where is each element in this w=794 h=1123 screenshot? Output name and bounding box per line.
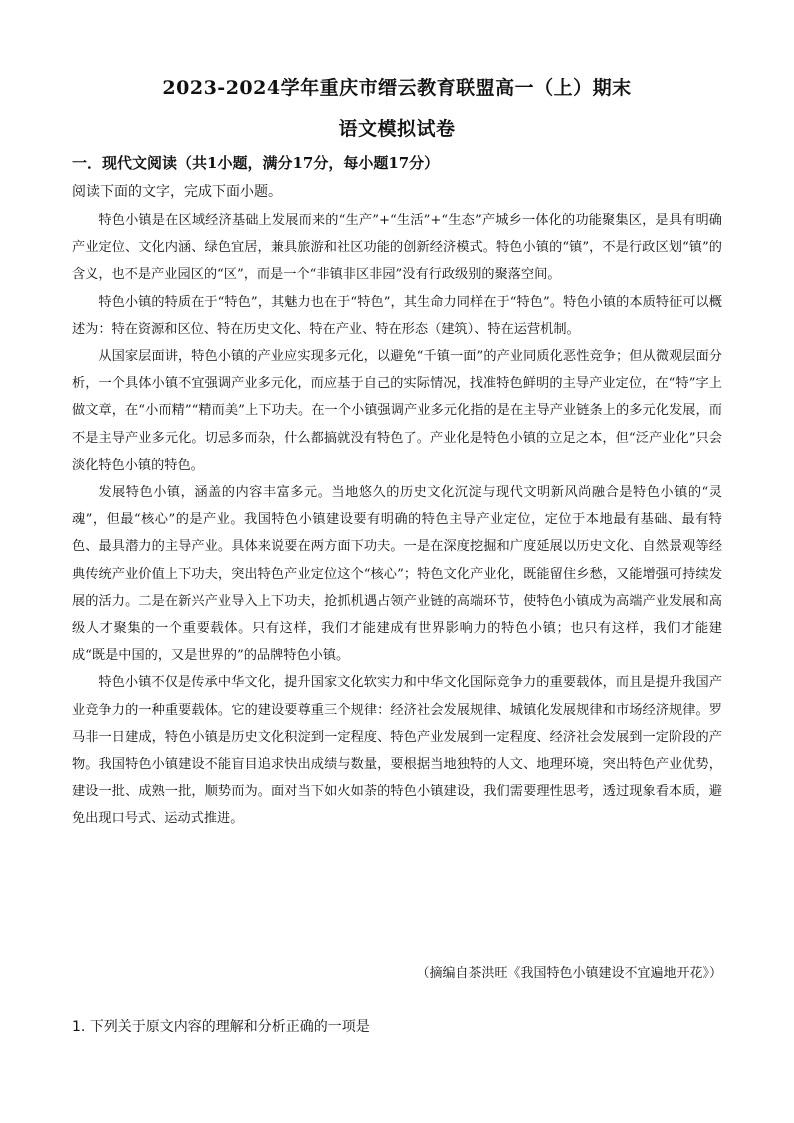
exam-subtitle: 语文模拟试卷 xyxy=(338,118,456,140)
reading-instruction: 阅读下面的文字，完成下面小题。 xyxy=(72,184,282,200)
article-paragraph: 特色小镇不仅是传承中华文化，提升国家文化软实力和中华文化国际竞争力的重要载体，而且是提升我国产业竞争力的一种重要载体。它的建设要尊重三个规律：经济社会发展规律、城镇化发展规律和市场经济规律。罗马非一日建成，特色小镇是历史文化积淀到一定程度、特色产业发展到一定程度、经济社会发展到一定阶段的产物。我国特色小镇建设不能盲目追求快出成绩与数量，要根据当地独特的人文、地理环境，突出特色产业优势，建设一批、成熟一批，顺势而为。面对当下如火如荼的特色小镇建设，我们需要理性思考，透过现象看本质，避免出现口号式、运动式推进。 xyxy=(72,675,722,827)
exam-title: 2023-2024学年重庆市缙云教育联盟高一（上）期末 xyxy=(162,77,632,99)
question-1: 1. 下列关于原文内容的理解和分析正确的一项是 xyxy=(72,1019,370,1035)
article-paragraph: 从国家层面讲，特色小镇的产业应实现多元化，以避免“千镇一面”的产业同质化恶性竞争；但从微观层面分析，一个具体小镇不宜强调产业多元化，而应基于自己的实际情况，找准特色鲜明的主导产业定位，在“特”字上做文章，在“小而精”“精而美”上下功夫。在一个小镇强调产业多元化指的是在主导产业链条上的多元化发展，而不是主导产业多元化。切忌多而杂，什么都搞就没有特色了。产业化是特色小镇的立足之本，但“泛产业化”只会淡化特色小镇的特色。 xyxy=(72,349,722,473)
section-heading: 一．现代文阅读（共1小题，满分17分，每小题17分） xyxy=(72,154,440,172)
article-body xyxy=(72,207,722,833)
article-source: （摘编自茶洪旺《我国特色小镇建设不宜遍地开花》） xyxy=(416,966,722,981)
article-paragraph: 特色小镇的特质在于“特色”，其魅力也在于“特色”，其生命力同样在于“特色”。特色小镇的本质特征可以概述为：特在资源和区位、特在历史文化、特在产业、特在形态（建筑）、特在运营机制。 xyxy=(72,294,722,337)
article-paragraph: 特色小镇是在区域经济基础上发展而来的“生产”+“生活”+“生态”产城乡一体化的功能聚集区，是具有明确产业定位、文化内涵、绿色宜居，兼具旅游和社区功能的创新经济模式。特色小镇的“镇”，不是行政区划“镇”的含义，也不是产业园区的“区”，而是一个“非镇非区非园”没有行政级别的聚落空间。 xyxy=(72,213,722,283)
article-paragraph: 发展特色小镇，涵盖的内容丰富多元。当地悠久的历史文化沉淀与现代文明新风尚融合是特色小镇的“灵魂”，但最“核心”的是产业。我国特色小镇建设要有明确的特色主导产业定位，定位于本地最有基础、最有特色、最具潜力的主导产业。具体来说要在两方面下功夫。一是在深度挖掘和广度延展以历史文化、自然景观等经典传统产业价值上下功夫，突出特色产业定位这个“核心”；特色文化产业化，既能留住乡愁，又能增强可持续发展的活力。二是在新兴产业导入上下功夫，抢抓机遇占领产业链的高端环节，使特色小镇成为高端产业发展和高级人才聚集的一个重要载体。只有这样，我们才能建成有世界影响力的特色小镇；也只有这样，我们才能建成“既是中国的，又是世界的”的品牌特色小镇。 xyxy=(72,485,722,664)
